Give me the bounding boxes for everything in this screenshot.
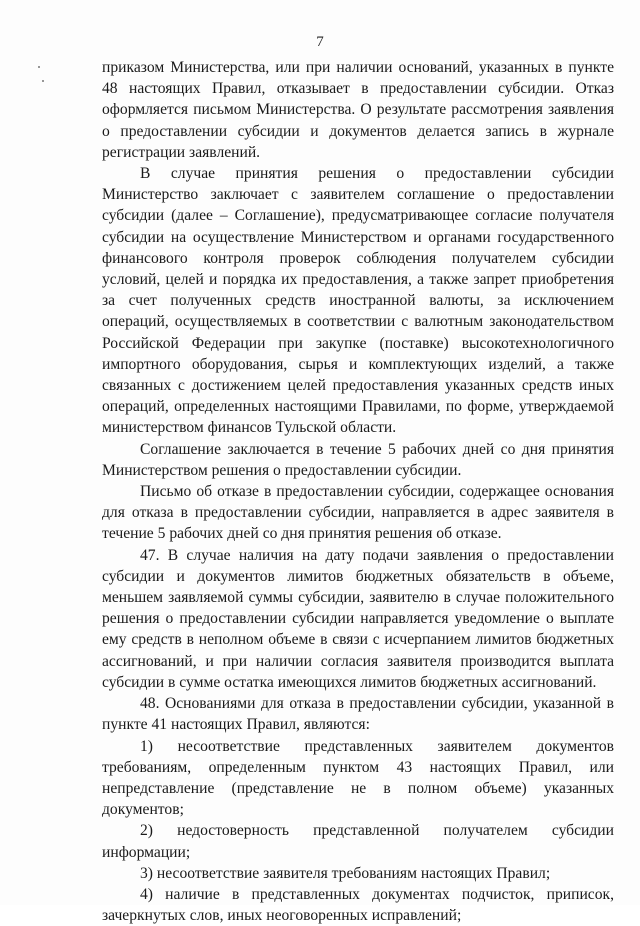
paragraph-refusal-letter: Письмо об отказе в предоставлении субсидии, содержащее основания для отказа в предоставлении субсидии, направляется в адрес заявителя в течение 5 рабочих дней со дня принятия решения об отказе. (102, 483, 614, 543)
list-item-4: 4) наличие в представленных документах подчисток, приписок, зачеркнутых слов, иных неоговоренных исправлений; (102, 885, 614, 925)
document-body (102, 57, 614, 926)
list-item-3: 3) несоответствие заявителя требованиям настоящих Правил; (140, 864, 551, 882)
paragraph-agreement: В случае принятия решения о предоставлении субсидии Министерство заключает с заявителем соглашение о предоставлении субсидии (далее – Соглашение), предусматривающее согласие получателя субсидии на осуществление Министерством и органами государственного финансового контроля проверок соблюдения получателем субсидии условий, целей и порядка их предоставления, а также запрет приобретения за счет полученных средств иностранной валюты, за исключением операций, осуществляемых в соответствии с валютным законодательством Российской Федерации при закупке (поставке) высокотехнологичного импортного оборудования, сырья и комплектующих изделий, а также связанных с достижением целей предоставления указанных средств иных операций, определенных настоящими Правилами, по форме, утверждаемой министерством финансов Тульской области. (102, 165, 614, 437)
page-number: 7 (316, 34, 324, 50)
paragraph-agreement-term: Соглашение заключается в течение 5 рабочих дней со дня принятия Министерством решения о предоставлении субсидии. (102, 440, 614, 479)
list-item-1: 1) несоответствие представленных заявителем документов требованиям, определенным пунктом 43 настоящих Правил, или непредставление (представление не в полном объеме) указанных документов; (102, 737, 614, 819)
scan-speck (38, 66, 40, 68)
list-item-2: 2) недостоверность представленной получателем субсидии информации; (102, 822, 614, 861)
paragraph-47: 47. В случае наличия на дату подачи заявления о предоставлении субсидии и документов лимитов бюджетных обязательств в объеме, меньшем заявляемой суммы субсидии, заявителю в случае положительного решения о предоставлении субсидии направляется уведомление о выплате ему средств в неполном объеме в связи с исчерпанием лимитов бюджетных ассигнований, и при наличии согласия заявителя производится выплата субсидии в сумме остатка имеющихся лимитов бюджетных ассигнований. (102, 546, 614, 691)
paragraph-48: 48. Основаниями для отказа в предоставлении субсидии, указанной в пункте 41 настоящих Правил, являются: (102, 695, 614, 734)
scan-speck (42, 80, 44, 82)
paragraph-continuation: приказом Министерства, или при наличии оснований, указанных в пункте 48 настоящих Правил, отказывает в предоставлении субсидии. Отказ оформляется письмом Министерства. О результате рассмотрения заявления о предоставлении субсидии и документов делается запись в журнале регистрации заявлений. (102, 59, 614, 161)
